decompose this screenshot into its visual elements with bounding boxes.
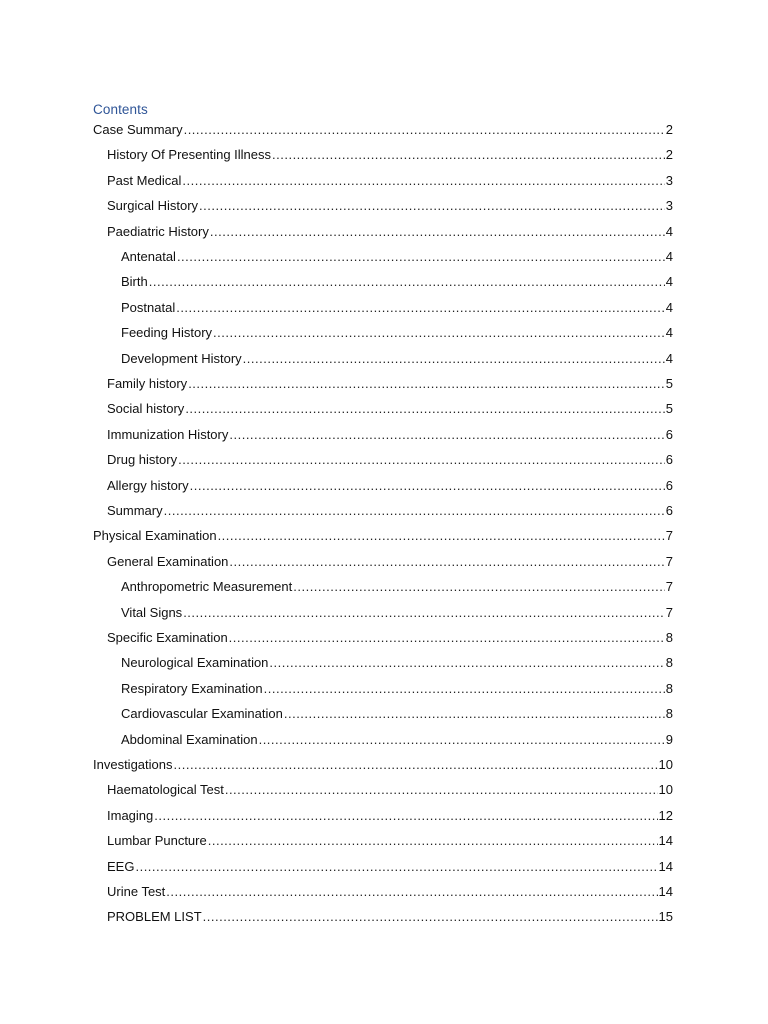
- toc-entry[interactable]: [93, 119, 673, 141]
- toc-page-number: 10: [658, 782, 673, 798]
- toc-entry-title: Respiratory Examination: [121, 680, 263, 696]
- toc-page-number: 6: [665, 452, 673, 468]
- toc-dot-leader: [177, 246, 665, 268]
- toc-page-number: 6: [665, 426, 673, 442]
- toc-page-number: 8: [665, 630, 673, 645]
- toc-entry-title: Paediatric History: [107, 223, 209, 239]
- toc-entry-title: Allergy history: [107, 477, 189, 493]
- toc-entry-title: Abdominal Examination: [121, 731, 258, 747]
- toc-dot-leader: [284, 703, 665, 725]
- toc-entry[interactable]: [107, 221, 673, 243]
- toc-page-number: 15: [658, 909, 673, 925]
- toc-entry-title: EEG: [107, 858, 135, 874]
- toc-entry[interactable]: [107, 856, 673, 878]
- toc-dot-leader: [188, 373, 665, 395]
- toc-entry-title: Birth: [121, 274, 148, 290]
- toc-page-number: 8: [665, 655, 673, 671]
- toc-entry[interactable]: [121, 703, 673, 725]
- toc-entry-title: Surgical History: [107, 198, 199, 214]
- toc-entry-title: Cardiovascular Examination: [121, 706, 283, 722]
- toc-dot-leader: [199, 195, 665, 217]
- toc-page-number: 2: [665, 122, 673, 137]
- toc-entry[interactable]: [107, 195, 673, 217]
- toc-page-number: 7: [665, 579, 673, 595]
- toc-entry[interactable]: [107, 881, 673, 903]
- toc-page-number: 14: [658, 833, 673, 849]
- toc-entry-title: Development History: [121, 350, 242, 366]
- toc-entry-title: Imaging: [107, 807, 154, 823]
- toc-entry[interactable]: [121, 602, 673, 624]
- toc-dot-leader: [208, 830, 658, 852]
- toc-entry[interactable]: [107, 551, 673, 573]
- toc-dot-leader: [184, 119, 665, 141]
- toc-entry[interactable]: [121, 297, 673, 319]
- toc-entry[interactable]: [121, 246, 673, 268]
- toc-entry-title: Investigations: [93, 757, 173, 772]
- toc-page-number: 4: [665, 350, 673, 366]
- toc-entry[interactable]: [121, 678, 673, 700]
- toc-entry-title: Family history: [107, 376, 188, 391]
- toc-entry[interactable]: [107, 144, 673, 166]
- toc-dot-leader: [243, 348, 665, 370]
- toc-page-number: 3: [665, 172, 673, 188]
- toc-page-number: 6: [665, 503, 673, 518]
- toc-dot-leader: [182, 170, 664, 192]
- toc-dot-leader: [154, 805, 657, 827]
- toc-entry-title: Immunization History: [107, 426, 229, 442]
- toc-dot-leader: [269, 652, 664, 674]
- toc-dot-leader: [218, 525, 665, 547]
- toc-dot-leader: [135, 856, 657, 878]
- toc-page-number: 7: [665, 553, 673, 569]
- toc-page-number: 6: [665, 477, 673, 493]
- toc-dot-leader: [178, 449, 665, 471]
- toc-entry-title: Summary: [107, 503, 163, 518]
- toc-entry-title: Case Summary: [93, 122, 183, 137]
- toc-dot-leader: [166, 881, 657, 903]
- toc-dot-leader: [149, 271, 665, 293]
- toc-dot-leader: [293, 576, 665, 598]
- toc-entry[interactable]: [107, 424, 673, 446]
- toc-entry-title: Neurological Examination: [121, 655, 269, 671]
- toc-entry-title: Past Medical: [107, 172, 182, 188]
- toc-dot-leader: [210, 221, 665, 243]
- toc-entry[interactable]: [93, 754, 673, 776]
- toc-entry[interactable]: [107, 449, 673, 471]
- toc-dot-leader: [190, 475, 665, 497]
- toc-entry[interactable]: [121, 348, 673, 370]
- toc-page-number: 2: [665, 147, 673, 163]
- toc-entry[interactable]: [107, 805, 673, 827]
- toc-entry-title: Social history: [107, 401, 185, 417]
- toc-entry-title: Anthropometric Measurement: [121, 579, 293, 595]
- toc-entry[interactable]: [107, 830, 673, 852]
- toc-dot-leader: [229, 551, 664, 573]
- toc-dot-leader: [183, 602, 665, 624]
- toc-entry-title: Haematological Test: [107, 782, 224, 798]
- toc-entry[interactable]: [107, 373, 673, 395]
- toc-page-number: 12: [658, 807, 673, 823]
- toc-entry-title: Urine Test: [107, 884, 166, 899]
- toc-page-number: 8: [665, 680, 673, 696]
- toc-page-number: 4: [665, 325, 673, 341]
- toc-entry[interactable]: [107, 906, 673, 928]
- toc-dot-leader: [203, 906, 658, 928]
- toc-entry[interactable]: [121, 652, 673, 674]
- toc-entry[interactable]: [107, 779, 673, 801]
- toc-page-number: 4: [665, 299, 673, 315]
- toc-page-number: 14: [658, 884, 673, 899]
- toc-entry-title: Feeding History: [121, 325, 213, 341]
- toc-entry-title: Vital Signs: [121, 604, 183, 620]
- toc-page-number: 4: [665, 249, 673, 264]
- toc-dot-leader: [174, 754, 658, 776]
- toc-entry[interactable]: [121, 576, 673, 598]
- toc-dot-leader: [225, 779, 658, 801]
- toc-page-number: 5: [665, 401, 673, 417]
- toc-entry[interactable]: [107, 627, 673, 649]
- toc-entry-title: Antenatal: [121, 249, 176, 264]
- toc-page-number: 3: [665, 198, 673, 214]
- toc-page-number: 9: [665, 731, 673, 747]
- toc-dot-leader: [229, 627, 665, 649]
- toc-dot-leader: [264, 678, 665, 700]
- toc-dot-leader: [164, 500, 665, 522]
- toc-entry[interactable]: [121, 729, 673, 751]
- toc-entry[interactable]: [107, 398, 673, 420]
- toc-dot-leader: [176, 297, 665, 319]
- toc-page-number: 5: [665, 376, 673, 391]
- toc-page-number: 4: [665, 223, 673, 239]
- toc-heading: Contents: [93, 102, 148, 117]
- toc-dot-leader: [229, 424, 664, 446]
- toc-entry[interactable]: [107, 170, 673, 192]
- toc-page-number: 7: [665, 604, 673, 620]
- toc-entry[interactable]: [107, 475, 673, 497]
- toc-entry-title: Lumbar Puncture: [107, 833, 207, 849]
- toc-entry-title: PROBLEM LIST: [107, 909, 202, 925]
- toc-page-number: 14: [658, 858, 673, 874]
- toc-dot-leader: [259, 729, 665, 751]
- toc-page-number: 4: [665, 274, 673, 290]
- toc-entry[interactable]: [93, 525, 673, 547]
- toc-page-number: 7: [665, 528, 673, 544]
- toc-entry-title: Physical Examination: [93, 528, 217, 544]
- toc-dot-leader: [213, 322, 665, 344]
- toc-dot-leader: [185, 398, 664, 420]
- toc-entry-title: Drug history: [107, 452, 178, 468]
- toc-entry[interactable]: [121, 271, 673, 293]
- toc-entry[interactable]: [121, 322, 673, 344]
- toc-entry[interactable]: [107, 500, 673, 522]
- toc-dot-leader: [272, 144, 665, 166]
- toc-page-number: 8: [665, 706, 673, 722]
- toc-entry-title: General Examination: [107, 553, 229, 569]
- toc-entry-title: Specific Examination: [107, 630, 228, 645]
- toc-page-number: 10: [658, 757, 673, 772]
- toc-entry-title: Postnatal: [121, 299, 176, 315]
- toc-entry-title: History Of Presenting Illness: [107, 147, 272, 163]
